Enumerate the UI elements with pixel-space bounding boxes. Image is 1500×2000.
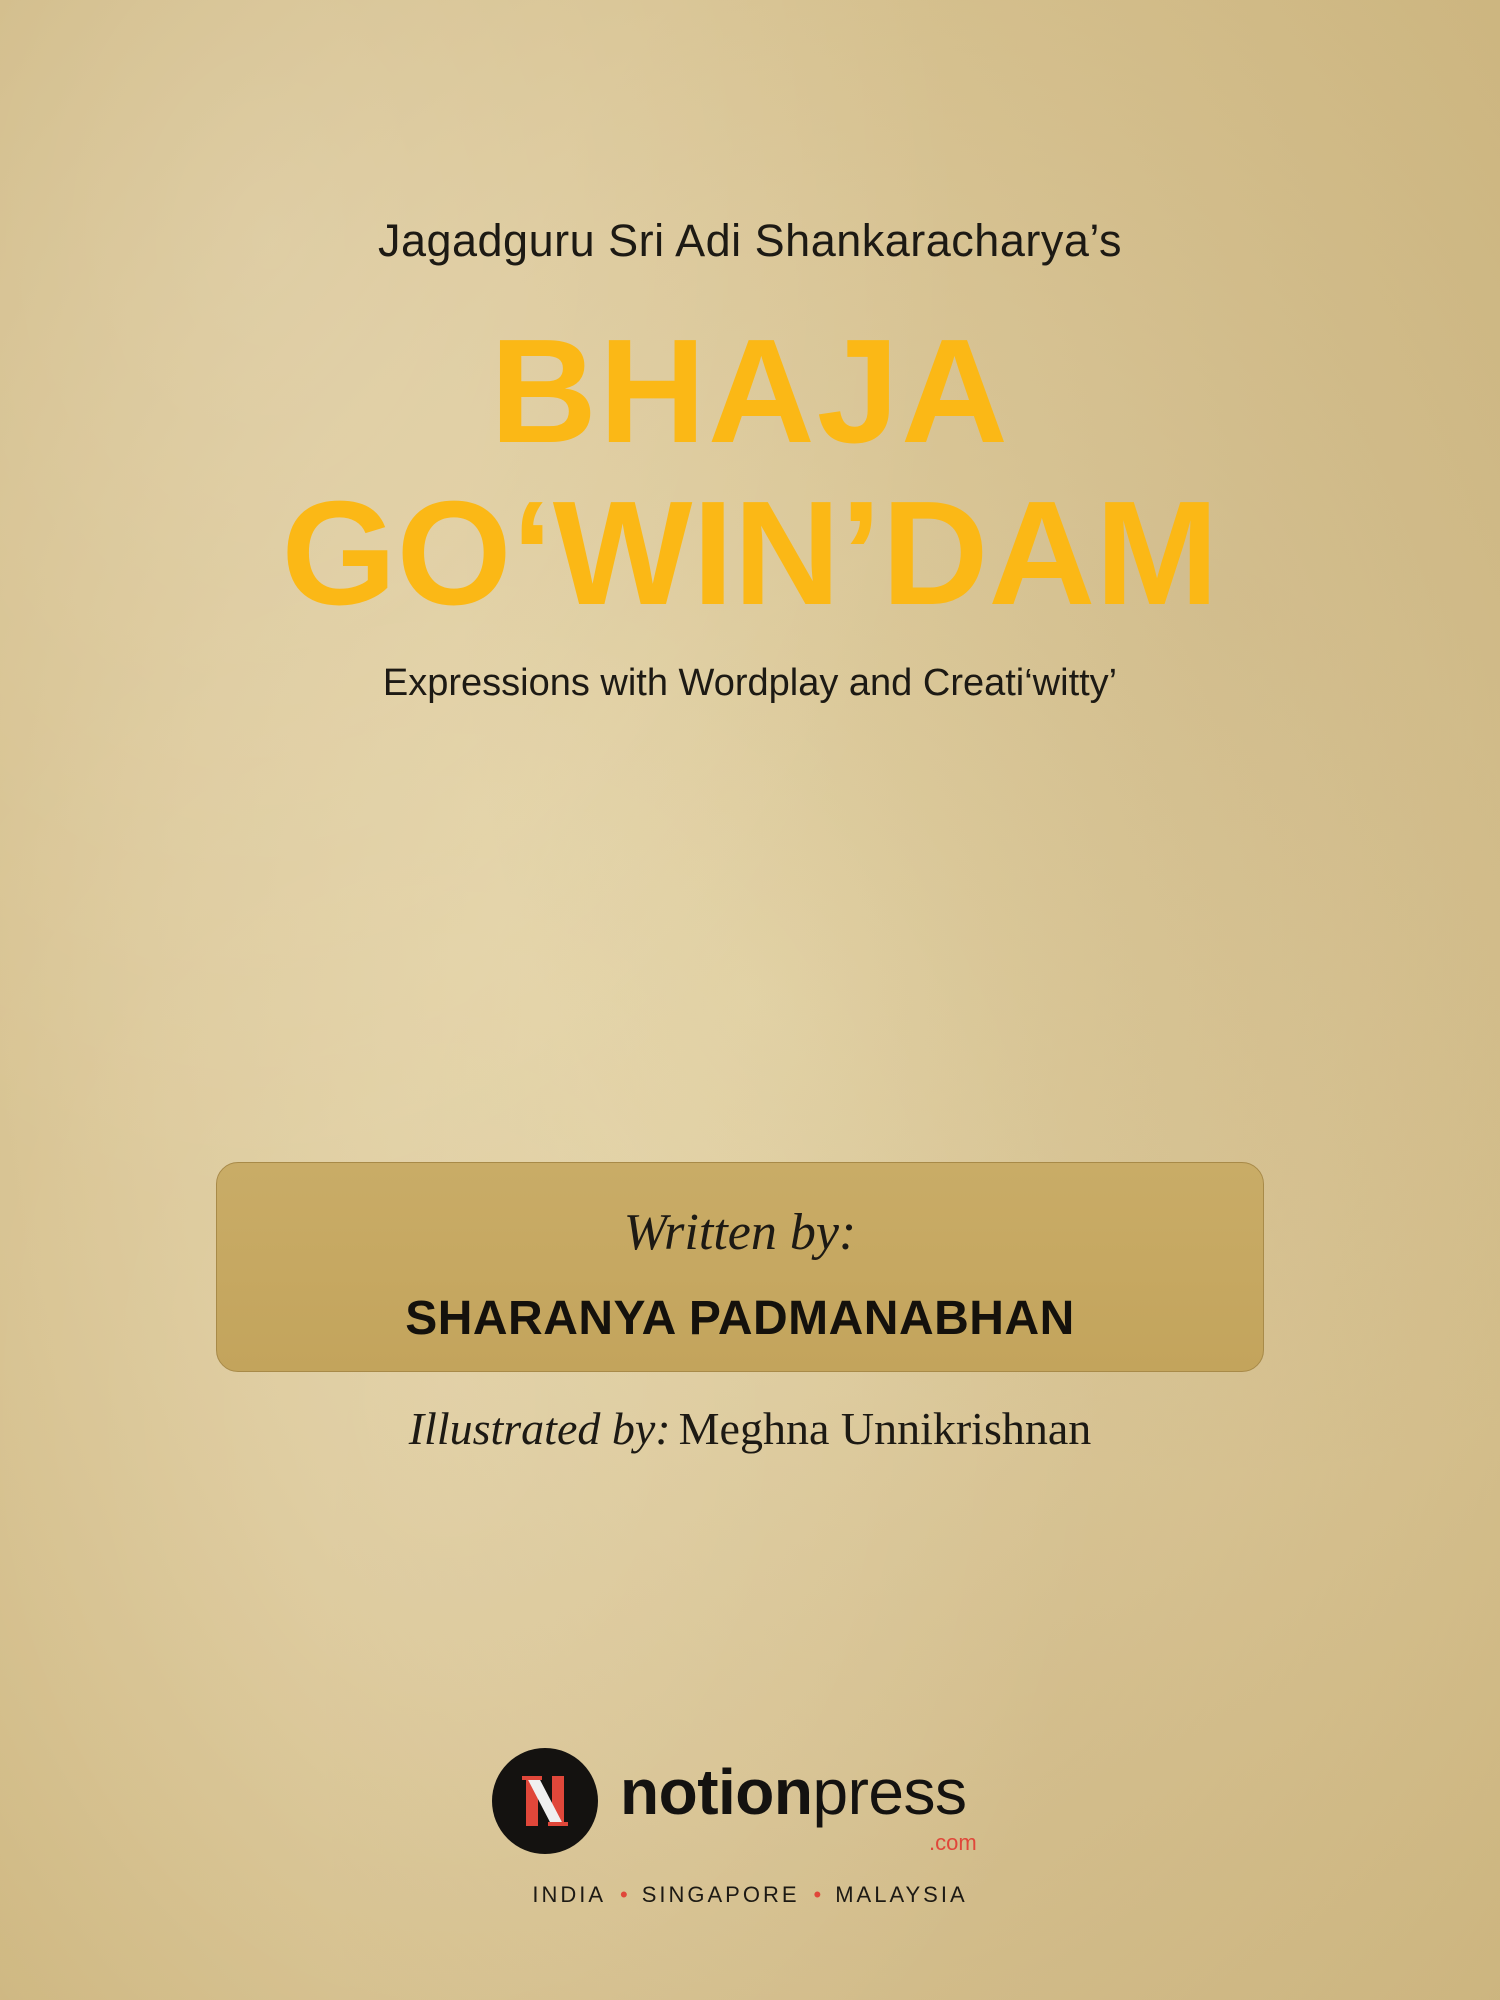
brand-domain: .com xyxy=(929,1830,977,1855)
series-line: Jagadguru Sri Adi Shankaracharya’s xyxy=(377,215,1123,266)
illustrated-by-label: Illustrated by: xyxy=(408,1403,671,1454)
author-box xyxy=(216,1162,1264,1372)
book-title-line-2: GO‘WIN’DAM xyxy=(281,471,1219,636)
location-separator: • xyxy=(813,1882,822,1907)
book-title-line-1: BHAJA xyxy=(490,309,1010,474)
location-malaysia: MALAYSIA xyxy=(835,1882,968,1907)
brand-light-part: press xyxy=(812,1756,967,1828)
illustrator-line xyxy=(0,1402,1500,1455)
brand-bold-part: notion xyxy=(620,1756,813,1828)
publisher-brand xyxy=(620,1756,967,1828)
location-india: INDIA xyxy=(532,1882,607,1907)
author-name: SHARANYA PADMANABHAN xyxy=(405,1292,1075,1345)
publisher-locations xyxy=(0,1882,1500,1908)
tagline: Expressions with Wordplay and Creati‘witty’ xyxy=(382,662,1118,704)
location-singapore: SINGAPORE xyxy=(641,1882,800,1907)
notionpress-logo-icon xyxy=(492,1748,598,1854)
publisher-logo xyxy=(492,1748,1012,1858)
written-by-label: Written by: xyxy=(623,1204,857,1261)
illustrator-name: Meghna Unnikrishnan xyxy=(678,1403,1092,1454)
location-separator: • xyxy=(620,1882,628,1907)
